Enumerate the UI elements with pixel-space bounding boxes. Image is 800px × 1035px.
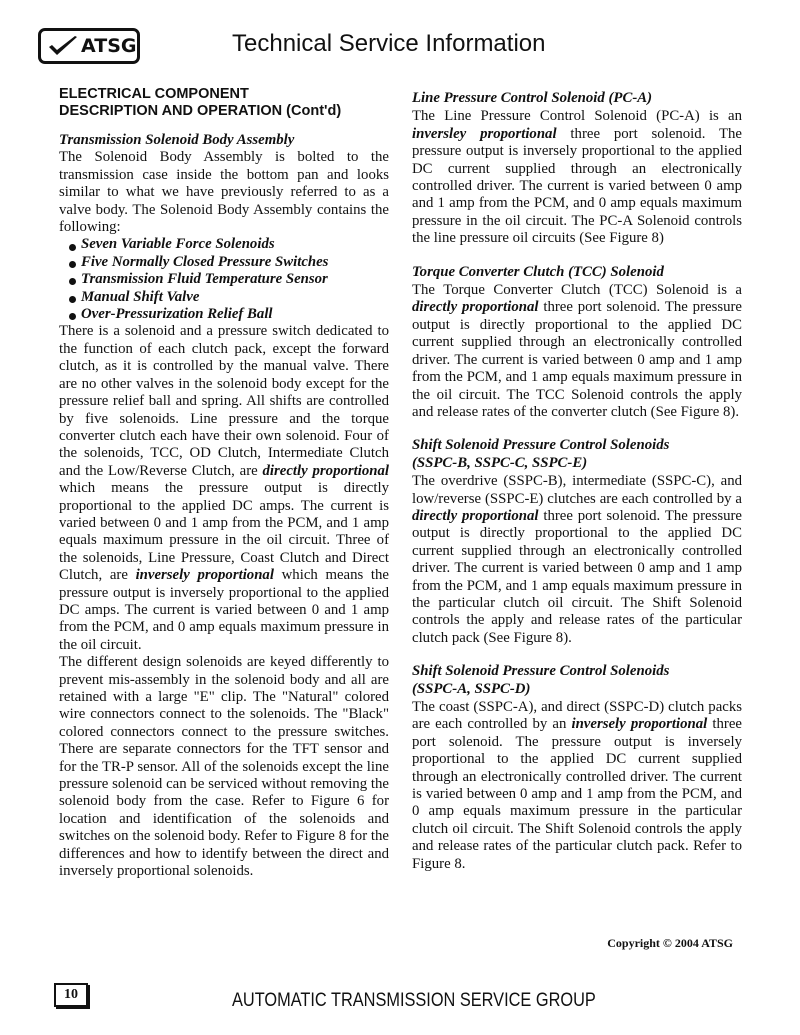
list-item-text: Manual Shift Valve — [81, 288, 200, 305]
solenoid-body-intro: The Solenoid Body Assembly is bolted to the transmission case inside the bottom pan and looks similar to what we have previously referred to as a valve body. The Solenoid Body Assembly contains the following: — [59, 149, 389, 236]
section-heading-line-1: ELECTRICAL COMPONENT — [59, 86, 249, 102]
bullet-icon — [69, 278, 76, 285]
text-run: which means the pressure output is inversely proportional to the applied DC amps. The current is varied between 0 and 1 amp from the PCM, and 0 amp equals maximum pressure in the oil circuit. — [59, 567, 389, 653]
list-item — [69, 289, 389, 306]
tcc-heading: Torque Converter Clutch (TCC) Solenoid — [412, 263, 664, 280]
text-run: three port solenoid. The pressure output is inversely proportional to the applied DC current supplied through an electronically controlled driver. The current is varied between 0 amp and 1 amp from the PCM, and 0 amp equals maximum pressure in the particular clutch oil circuit. The Shift Solenoid controls the apply and release rates of the particular clutch pack. Refer to Figure 8. — [412, 716, 742, 872]
emphasis-text: inversely proportional — [571, 716, 708, 733]
bullet-icon — [69, 313, 76, 320]
bullet-icon — [69, 261, 76, 268]
heading-line-1: Shift Solenoid Pressure Control Solenoids — [412, 663, 670, 680]
text-run: The Line Pressure Control Solenoid (PC-A) is an — [412, 108, 742, 125]
sspc-bce-paragraph — [412, 473, 742, 647]
heading-line-1: Shift Solenoid Pressure Control Solenoids — [412, 437, 670, 454]
emphasis-text: directly proportional — [412, 507, 539, 524]
text-run: The Torque Converter Clutch (TCC) Solenoid is a — [412, 282, 742, 299]
atsg-logo — [38, 28, 140, 64]
sspc-ad-paragraph — [412, 699, 742, 873]
emphasis-directly-proportional: directly proportional — [262, 462, 389, 479]
tcc-paragraph — [412, 282, 742, 421]
emphasis-text: directly proportional — [412, 299, 539, 316]
list-item-text: Seven Variable Force Solenoids — [81, 236, 275, 253]
left-column — [59, 86, 389, 880]
checkmark-swoosh-icon — [47, 35, 79, 57]
page-number: 10 — [54, 983, 88, 1007]
section-heading — [59, 86, 389, 120]
solenoid-operation-paragraph — [59, 323, 389, 654]
sspc-bce-heading — [412, 437, 742, 472]
text-run: which means the pressure output is directly proportional to the applied DC amps. The current is varied between 0 and 1 amp from the PCM, and 1 amp equals maximum pressure in the oil circuit. Three of the solenoids, Line Pressure, Coast Clutch and Direct Clutch, are — [59, 480, 389, 584]
list-item — [69, 271, 389, 288]
text-run: three port solenoid. The pressure output is inversely proportional to the applied DC current supplied through an electronically controlled driver. The current is varied between 0 amp and 1 amp from the PCM, and 0 amp equals maximum pressure in the oil circuit. The PC-A Solenoid controls the line pressure oil circuits (See Figure 8) — [412, 125, 742, 247]
logo-text: ATSG — [81, 34, 137, 57]
bullet-icon — [69, 244, 76, 251]
heading-line-2: (SSPC-B, SSPC-C, SSPC-E) — [412, 454, 588, 471]
document-title: Technical Service Information — [232, 30, 546, 57]
list-item — [69, 236, 389, 253]
list-item-text: Over-Pressurization Relief Ball — [81, 306, 273, 323]
section-heading-line-2: DESCRIPTION AND OPERATION (Cont'd) — [59, 103, 342, 119]
emphasis-inversely-proportional: inversely proportional — [135, 567, 274, 584]
line-pressure-paragraph — [412, 108, 742, 247]
text-run: The overdrive (SSPC-B), intermediate (SSPC-C), and low/reverse (SSPC-E) clutches are each controlled by a — [412, 473, 742, 507]
text-run: There is a solenoid and a pressure switch dedicated to the function of each clutch pack, except the forward clutch, as it is controlled by the manual valve. There are no other valves in the solenoid body except for the pressure relief ball and spring. All shifts are controlled by five solenoids. Line pressure and the torque converter clutch each have their own solenoid. Four of the solenoids, TCC, OD Clutch, Intermediate Clutch and the Low/Reverse Clutch, are — [59, 323, 389, 479]
list-item-text: Transmission Fluid Temperature Sensor — [81, 271, 328, 288]
component-list — [59, 236, 389, 323]
solenoid-body-heading: Transmission Solenoid Body Assembly — [59, 132, 295, 148]
list-item-text: Five Normally Closed Pressure Switches — [81, 253, 329, 270]
text-run: three port solenoid. The pressure output is directly proportional to the applied DC current supplied through an electronically controlled driver. The current is varied between 0 amp and 1 amp from the PCM, and 1 amp equals maximum pressure in the particular clutch oil circuit. The Shift Solenoid controls the apply and release rates of the particular clutch pack (See Figure 8). — [412, 507, 742, 646]
solenoid-connectors-paragraph: The different design solenoids are keyed differently to prevent mis-assembly in the solenoid body and all are retained with a large "E" clip. The "Natural" colored wire connectors connect to the solenoids. The "Black" colored connectors connect to the pressure switches. There are separate connectors for the TFT sensor and for the TR-P sensor. All of the solenoids except the line pressure solenoid can be serviced without removing the solenoid body from the case. Refer to Figure 6 for location and identification of the solenoids and switches on the solenoid body. Refer to Figure 8 for the differences and how to identify between the direct and inversely proportional solenoids. — [59, 654, 389, 880]
bullet-icon — [69, 296, 76, 303]
footer-organization: AUTOMATIC TRANSMISSION SERVICE GROUP — [232, 990, 596, 1011]
line-pressure-heading: Line Pressure Control Solenoid (PC-A) — [412, 90, 653, 106]
list-item — [69, 254, 389, 271]
emphasis-text: inversley proportional — [412, 125, 557, 142]
list-item — [69, 306, 389, 323]
right-column — [412, 90, 742, 873]
sspc-ad-heading — [412, 663, 742, 698]
copyright-notice: Copyright © 2004 ATSG — [607, 936, 733, 950]
text-run: three port solenoid. The pressure output is directly proportional to the applied DC current supplied through an electronically controlled driver. The current is varied between 0 amp and 1 amp from the PCM, and 1 amp equals maximum pressure in the oil circuit. The TCC Solenoid controls the apply and release rates of the converter clutch (See Figure 8). — [412, 299, 742, 420]
text-run: The coast (SSPC-A), and direct (SSPC-D) clutch packs are each controlled by an — [412, 699, 742, 733]
heading-line-2: (SSPC-A, SSPC-D) — [412, 680, 531, 697]
